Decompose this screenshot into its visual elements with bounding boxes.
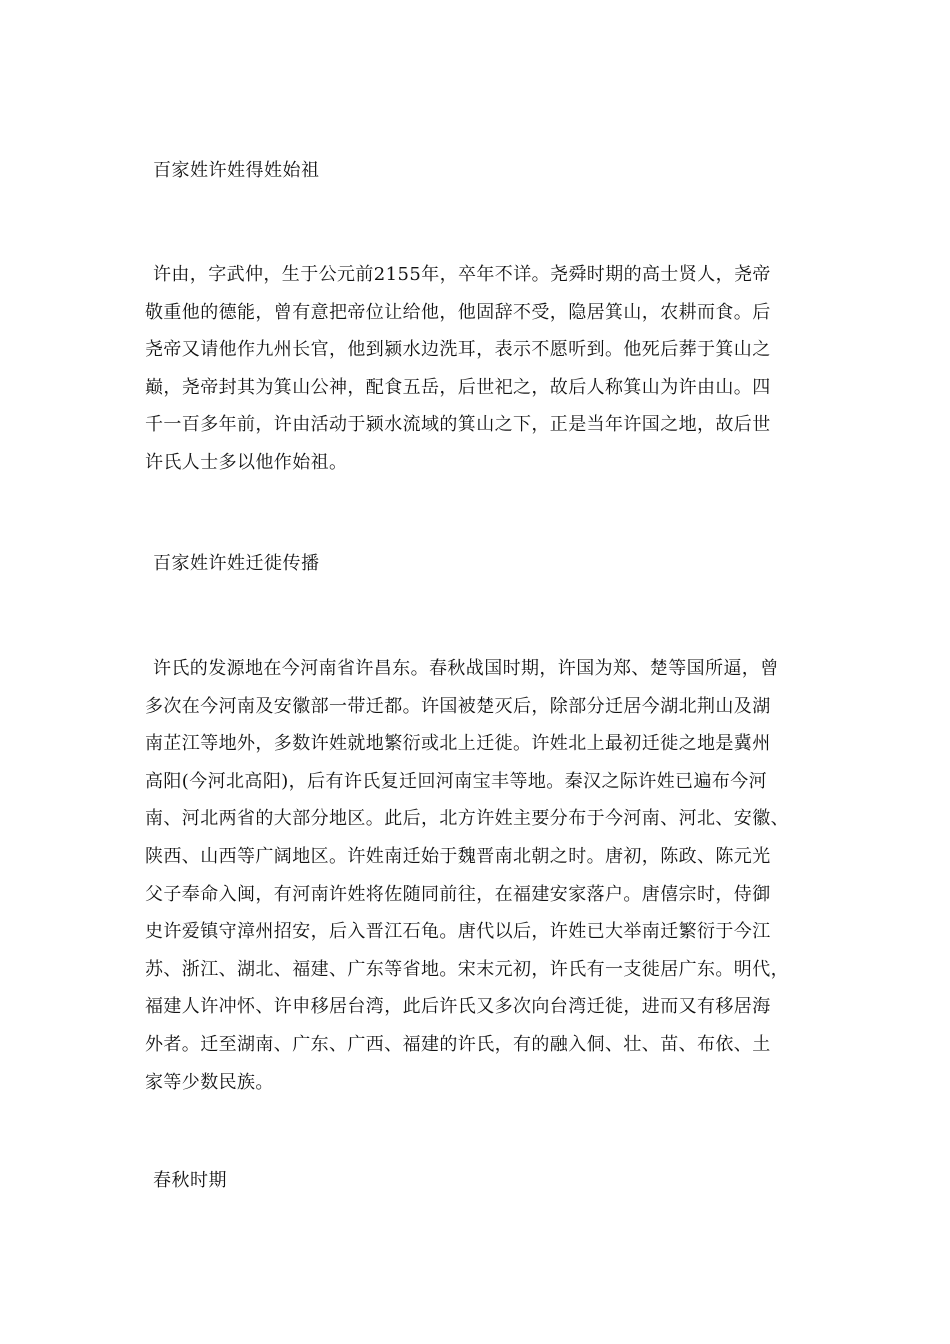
paragraph-line: 高阳(今河北高阳)，后有许氏复迁回河南宝丰等地。秦汉之际许姓已遍布今河 — [145, 770, 768, 792]
paragraph-line: 史许爱镇守漳州招安，后入晋江石龟。唐代以后，许姓已大举南迁繁衍于今江 — [145, 921, 771, 943]
paragraph-migration — [145, 650, 815, 1101]
paragraph-line: 家等少数民族。 — [145, 1071, 274, 1093]
section-heading-migration: 百家姓许姓迁徙传播 — [153, 553, 320, 574]
paragraph-line: 苏、浙江、湖北、福建、广东等省地。宋末元初，许氏有一支徙居广东。明代， — [145, 958, 789, 980]
paragraph-line: 许由，字武仲，生于公元前2155年，卒年不详。尧舜时期的高士贤人，尧帝 — [153, 264, 771, 285]
paragraph-line: 尧帝又请他作九州长官，他到颍水边洗耳，表示不愿听到。他死后葬于箕山之 — [145, 339, 771, 361]
paragraph-line: 父子奉命入闽，有河南许姓将佐随同前往，在福建安家落户。唐僖宗时，侍御 — [145, 883, 771, 905]
paragraph-line: 陕西、山西等广阔地区。许姓南迁始于魏晋南北朝之时。唐初，陈政、陈元光 — [145, 845, 771, 867]
paragraph-line: 南、河北两省的大部分地区。此后，北方许姓主要分布于今河南、河北、安徽、 — [145, 808, 789, 830]
paragraph-line: 敬重他的德能，曾有意把帝位让给他，他固辞不受，隐居箕山，农耕而食。后 — [145, 301, 771, 323]
paragraph-line: 多次在今河南及安徽部一带迁都。许国被楚灭后，除部分迁居今湖北荆山及湖 — [145, 695, 771, 717]
paragraph-line: 外者。迁至湖南、广东、广西、福建的许氏，有的融入侗、壮、苗、布依、土 — [145, 1033, 771, 1055]
paragraph-line: 巅，尧帝封其为箕山公神，配食五岳，后世祀之，故后人称箕山为许由山。四 — [145, 376, 771, 398]
paragraph-line: 福建人许冲怀、许申移居台湾，此后许氏又多次向台湾迁徙，进而又有移居海 — [145, 996, 771, 1018]
paragraph-origin — [145, 256, 815, 482]
paragraph-line: 许氏人士多以他作始祖。 — [145, 451, 348, 473]
section-heading-spring-autumn: 春秋时期 — [153, 1170, 227, 1191]
section-heading-origin: 百家姓许姓得姓始祖 — [153, 160, 320, 181]
paragraph-line: 千一百多年前，许由活动于颍水流域的箕山之下，正是当年许国之地，故后世 — [145, 414, 771, 436]
paragraph-line: 南芷江等地外，多数许姓就地繁衍或北上迁徙。许姓北上最初迁徙之地是冀州 — [145, 733, 771, 755]
paragraph-line: 许氏的发源地在今河南省许昌东。春秋战国时期，许国为郑、楚等国所逼，曾 — [153, 658, 779, 679]
